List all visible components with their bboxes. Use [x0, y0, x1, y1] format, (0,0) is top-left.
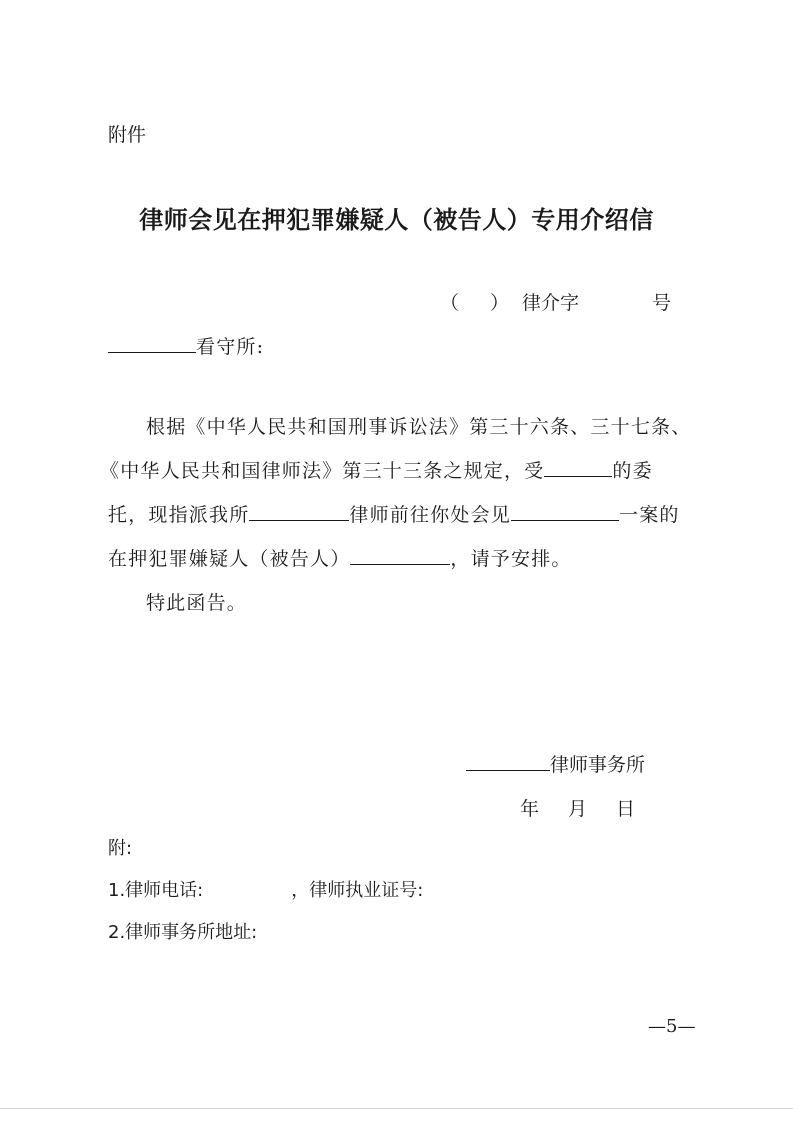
- detention-center-blank: [108, 334, 196, 353]
- footer-item-1: [108, 876, 423, 902]
- case-name-blank: [511, 502, 619, 521]
- body-line-3-text: 托，现指派我所: [108, 504, 250, 526]
- firm-name-blank: [466, 752, 550, 771]
- ref-close-paren: ）: [490, 292, 510, 314]
- scan-edge-line: [0, 1108, 793, 1109]
- date-month: 月: [568, 798, 588, 820]
- ref-suffix: 号: [652, 292, 672, 314]
- addressee-line: [108, 332, 264, 359]
- body-line-4-end: ，请予安排。: [450, 548, 572, 570]
- date-year: 年: [520, 798, 540, 820]
- footer-label: 附:: [108, 838, 133, 859]
- client-blank: [544, 458, 612, 477]
- firm-suffix: 律师事务所: [550, 754, 646, 776]
- body-line-3-mid: 律师前往你处会见: [349, 504, 512, 526]
- body-line-2-end: 的委: [612, 460, 653, 482]
- suspect-name-blank: [350, 546, 450, 565]
- ref-open-paren: （: [440, 292, 460, 314]
- ref-prefix: 律介字: [522, 292, 580, 314]
- attachment-label: 附件: [108, 124, 147, 146]
- lawyer-phone-label: 1.律师电话:: [108, 880, 204, 901]
- body-line-3: [108, 500, 680, 527]
- license-number-label: ，律师执业证号:: [291, 880, 424, 901]
- lawyer-name-blank: [249, 502, 349, 521]
- date-day: 日: [616, 798, 636, 820]
- body-line-4-text: 在押犯罪嫌疑人（被告人）: [108, 548, 351, 570]
- body-line-3-end: 一案的: [619, 504, 680, 526]
- addressee-suffix: 看守所:: [196, 336, 265, 358]
- body-line-2-text: 《中华人民共和国律师法》第三十三条之规定，受: [100, 460, 545, 482]
- footer-item-2: 2.律师事务所地址:: [108, 922, 258, 943]
- closing-text: 特此函告。: [146, 592, 248, 614]
- page-number: —5—: [648, 1016, 696, 1037]
- body-line-1: 根据《中华人民共和国刑事诉讼法》第三十六条、三十七条、: [146, 416, 692, 438]
- body-line-4: [108, 544, 572, 571]
- page-title: 律师会见在押犯罪嫌疑人（被告人）专用介绍信: [139, 205, 654, 234]
- signature-firm: [466, 750, 645, 777]
- body-line-2: [100, 456, 653, 483]
